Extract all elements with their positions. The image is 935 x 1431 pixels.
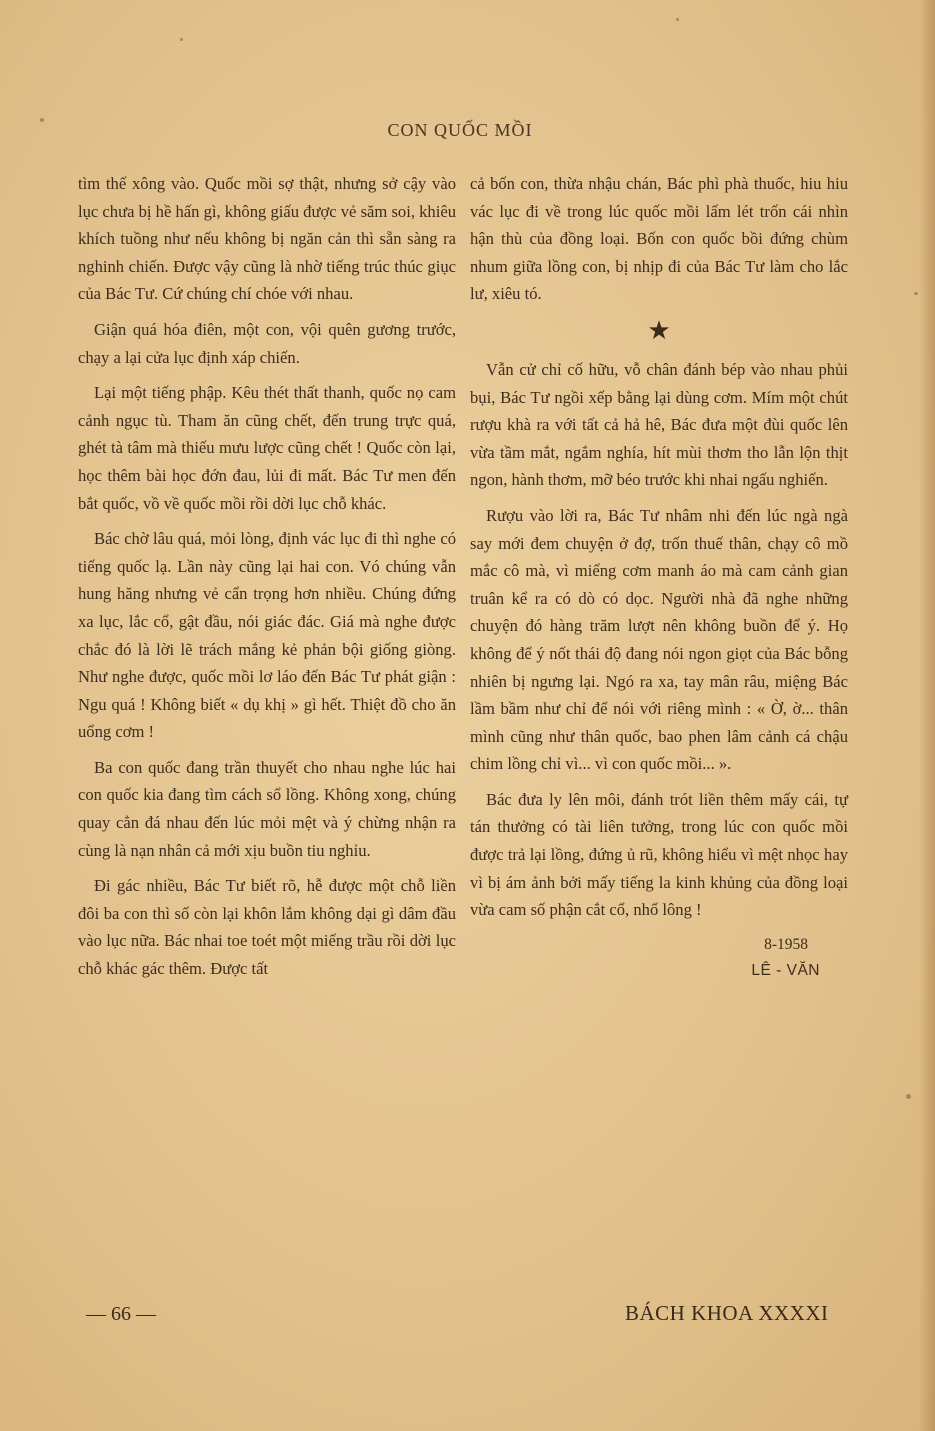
running-head: CON QUỐC MỒI xyxy=(387,120,533,140)
paragraph: Lại một tiếng phập. Kêu thét thất thanh, quốc nọ cam cảnh ngục tù. Tham ăn cũng chết, đến trung trực quá, ghét tà tâm mà thiếu mưu lược cũng chết ! Quốc còn lại, học thêm bài học đớn đau, lủi đi mất. Bác Tư men đến bắt quốc, vồ về quốc mồi rồi dời lục chỗ khác. xyxy=(78,383,456,513)
paragraph: Giận quá hóa điên, một con, vội quên gương trước, chạy a lại cửa lục định xáp chiến. xyxy=(78,319,456,367)
paragraph: Bác đưa ly lên môi, đánh trót liền thêm mấy cái, tự tán thưởng có tài liên tưởng, trong lúc con quốc mồi được trả lại lồng, đứng ủ rũ, không hiểu vì mệt nhọc hay vì bị ám ảnh bởi mấy tiếng la kinh khủng của đồng loại vừa cam số phận cắt cổ, nhổ lông ! xyxy=(470,789,848,920)
paragraph: Bác chờ lâu quá, mỏi lòng, định vác lục đi thì nghe có tiếng quốc lạ. Lần này cũng lại hai con. Vó chúng vẫn hung hăng nhưng vẻ cẩn trọng hơn nhiều. Chúng đứng xa lục, lắc cổ, gật đầu, nói giác đác. Giá mà nghe được chắc đó là lời lẽ trách mắng kẻ phản bội giống giòng. Như nghe được, quốc mồi lơ láo đến Bác Tư phát giận : Ngu quá ! Không biết « dụ khị » gì hết. Thiệt đồ cho ăn uổng cơm ! xyxy=(78,529,456,742)
magazine-issue: BÁCH KHOA XXXXI xyxy=(625,1301,829,1325)
article-author: LÊ - VĂN xyxy=(751,961,820,979)
paper-speck xyxy=(906,1094,911,1099)
paragraph: cả bốn con, thừa nhậu chán, Bác phì phà thuốc, hiu hiu vác lục đi về trong lúc quốc mồi lấm lét trốn cái nhìn hận thù của đồng loại. Bốn con quốc bồi đứng chùm nhum giữa lồng con, bị nhịp đi của Bác Tư làm cho lắc lư, xiêu tó. xyxy=(470,174,848,304)
article-date: 8-1958 xyxy=(764,935,808,953)
section-break-star-icon: ★ xyxy=(647,315,671,345)
paper-speck xyxy=(914,292,918,295)
page-edge-shadow xyxy=(919,0,935,1431)
paper-speck xyxy=(676,18,679,21)
paper-speck xyxy=(180,38,183,41)
left-column xyxy=(78,170,456,991)
paragraph: Vẫn cử chỉ cố hữu, vỗ chân đánh bép vào nhau phủi bụi, Bác Tư ngồi xếp bằng lại dùng cơm. Mím một chút rượu khà ra với tất cả hả hê, Bác đưa một đùi quốc lên vừa tầm mắt, ngắm nghía, hít mùi thơm tho lẫn lộn thịt ngon, hành thơm, mỡ béo trước khi nhai ngấu nghiến. xyxy=(470,359,848,490)
page-number: — 66 — xyxy=(86,1303,156,1325)
paragraph: tìm thế xông vào. Quốc mồi sợ thật, nhưng sở cậy vào lục chưa bị hề hấn gì, không giấu được vẻ săm soi, khiêu khích tuồng như nếu không bị ngăn cản thì sẵn sàng ra nghinh chiến. Được vậy cũng là nhờ tiếng trúc thúc giục của Bác Tư. Cứ chúng chí chóe với nhau. xyxy=(78,174,456,304)
paragraph: Đi gác nhiều, Bác Tư biết rõ, hễ được một chỗ liền đôi ba con thì số còn lại khôn lắm không dại gì dâm đầu vào lục nữa. Bác nhai toe toét một miếng trầu rồi dời lục chỗ khác gác thêm. Được tất xyxy=(78,876,456,979)
paragraph: Ba con quốc đang trần thuyết cho nhau nghe lúc hai con quốc kia đang tìm cách sổ lồng. Không xong, chúng quay cẳn đá nhau đến lúc mỏi mệt và ý chừng nhận ra cùng là nạn nhân cả mới xịu buồn tiu nghỉu. xyxy=(78,757,456,860)
right-column xyxy=(470,170,848,984)
paragraph: Rượu vào lời ra, Bác Tư nhâm nhi đến lúc ngà ngà say mới đem chuyện ở đợ, trốn thuế thân, chạy cô mồ mắc cô mà, vì miếng cơm manh áo mà cam cảnh gian truân kể ra có dò có dọc. Người nhà đã nghe những chuyện đó hàng trăm lượt nên không buồn để ý. Họ không để ý nốt thái độ đang nói ngon giọt của Bác bỗng nhiên bị ngưng lại. Ngó ra xa, tay mân râu, miệng Bác lầm bầm như chỉ để nói với riêng mình : « Ờ, ờ... thân mình cũng như thân quốc, bao phen lâm cảnh cá chậu chim lồng chỉ vì... vì con quốc mồi... ». xyxy=(470,505,848,774)
